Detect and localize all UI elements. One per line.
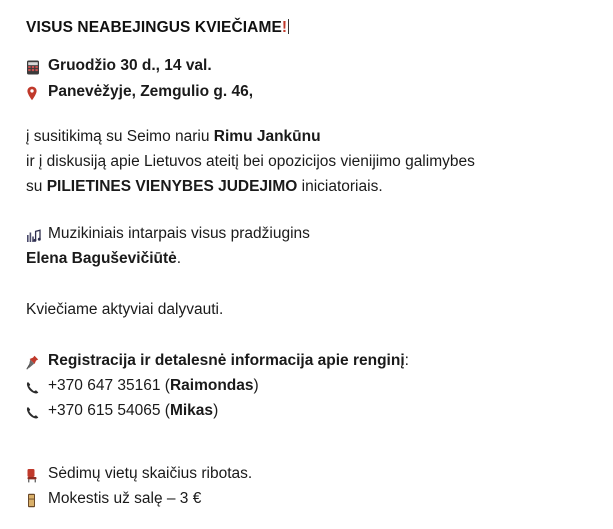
call-to-action-text: Kviečiame aktyviai dalyvauti.: [26, 301, 224, 319]
phone-suffix-1: ): [253, 377, 259, 395]
music-line: [26, 222, 599, 246]
telephone-icon: [26, 380, 43, 395]
post-title: [26, 16, 599, 40]
event-location-line: [26, 80, 599, 104]
registration-suffix: :: [404, 352, 409, 370]
phone-number-1: +370 647 35161 (: [48, 377, 170, 395]
event-date: Gruodžio 30 d.,: [48, 57, 165, 75]
registration-line: [26, 349, 599, 373]
note-text-fee: Mokestis už salę – 3 €: [48, 490, 202, 508]
pin-icon: [26, 86, 43, 101]
event-datetime-line: [26, 54, 599, 78]
phone-number-2: +370 615 54065 (: [48, 402, 170, 420]
spacer-1: [26, 115, 599, 125]
movement-name: PILIETINES VIENYBES JUDEJIMO: [46, 178, 298, 196]
invitation-line-3: [26, 175, 599, 199]
note-line-seats: [26, 462, 599, 486]
call-to-action-block: [26, 298, 599, 322]
invitation-line-1: [26, 125, 599, 149]
invitation-line-2: ir į diskusiją apie Lietuvos ateitį bei opozicijos vienijimo galimybes: [26, 153, 475, 171]
post-title-text: VISUS NEABEJINGUS KVIEČIAME: [26, 19, 282, 36]
performer-name: Elena Baguševičiūtė: [26, 250, 177, 268]
spacer-3: [26, 284, 599, 298]
calendar-icon: [26, 60, 43, 75]
invitation-line3-prefix: su: [26, 178, 47, 196]
invitation-block: [26, 125, 599, 199]
text-cursor: [288, 19, 289, 34]
music-block: [26, 222, 599, 271]
phone-line-1: [26, 374, 599, 398]
phone-contact-name-2: Mikas: [169, 402, 214, 420]
music-icon: [26, 228, 43, 243]
left-edge-rule: [0, 0, 3, 529]
telephone-icon: [26, 405, 43, 420]
event-details-block: [26, 54, 599, 104]
music-text: Muzikiniais intarpais visus pradžiugins: [48, 225, 310, 243]
note-line-fee: [26, 487, 599, 511]
registration-text: Registracija ir detalesnė informacija apie renginį: [48, 352, 405, 370]
registration-block: [26, 349, 599, 423]
invitation-prefix: į susitikimą su Seimo nariu: [26, 128, 214, 146]
spacer-4: [26, 335, 599, 349]
pushpin-icon: [26, 355, 43, 370]
spacer-5: [26, 434, 599, 448]
phone-suffix-2: ): [213, 402, 219, 420]
note-text-seats: Sėdimų vietų skaičius ribotas.: [48, 465, 253, 483]
seat-icon: [26, 468, 43, 483]
performer-suffix: .: [176, 250, 182, 268]
performer-line: [26, 247, 599, 271]
ticket-icon: [26, 493, 43, 508]
event-time: 14 val.: [164, 57, 212, 75]
phone-contact-name-1: Raimondas: [169, 377, 254, 395]
spacer-2: [26, 212, 599, 222]
invitation-guest-name: Rimu Jankūnu: [213, 128, 321, 146]
notes-block: [26, 462, 599, 511]
event-location-text: Panevėžyje, Zemgulio g. 46,: [48, 83, 254, 101]
post-body: [26, 16, 599, 511]
post-title-exclamation: !: [281, 19, 288, 36]
invitation-line3-suffix: iniciatoriais.: [297, 178, 383, 196]
phone-line-2: [26, 399, 599, 423]
